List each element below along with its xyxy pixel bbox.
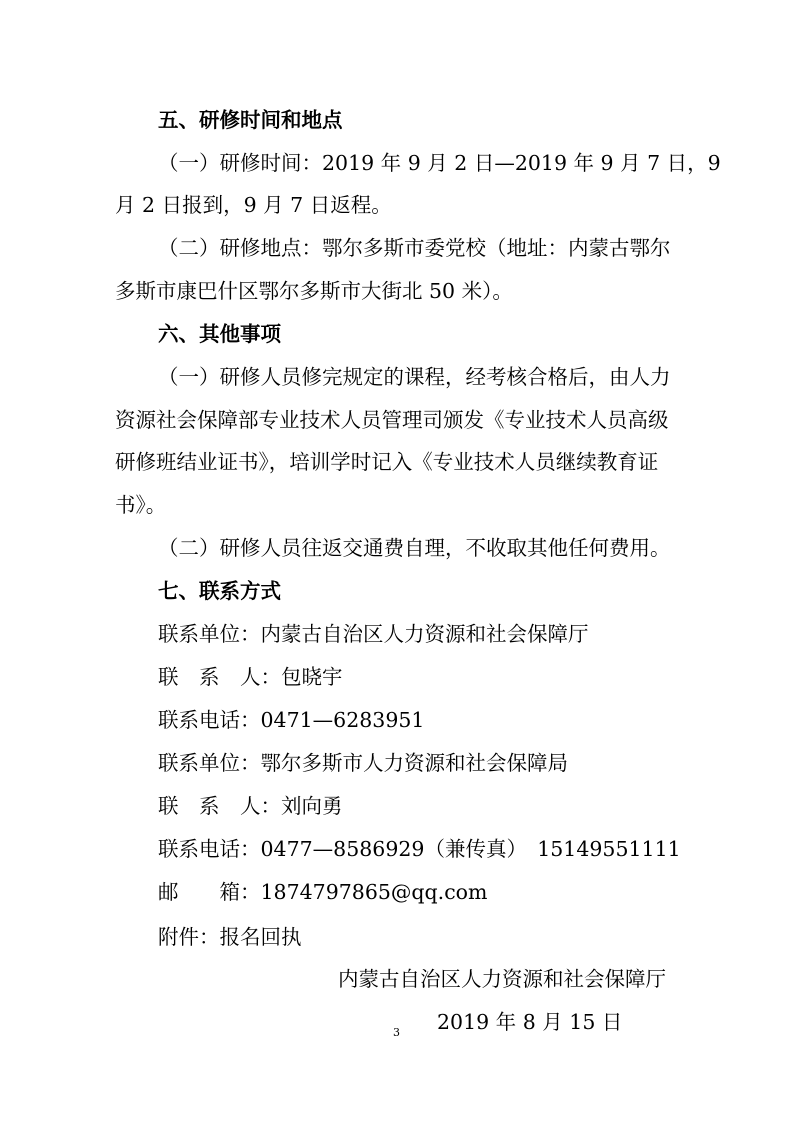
- signature-date: 2019 年 8 月 15 日: [437, 1010, 623, 1034]
- section-6-heading: 六、其他事项: [158, 322, 281, 346]
- attachment-note: 附件：报名回执: [158, 925, 302, 949]
- contact-line: 联系单位：内蒙古自治区人力资源和社会保障厅: [158, 622, 589, 646]
- other-matters-item-2: （二）研修人员往返交通费自理，不收取其他任何费用。: [158, 536, 671, 560]
- page-number: 3: [393, 1026, 400, 1039]
- other-matters-item-1-line-2: 资源社会保障部专业技术人员管理司颁发《专业技术人员高级: [115, 408, 669, 432]
- other-matters-item-1-line-1: （一）研修人员修完规定的课程，经考核合格后，由人力: [158, 365, 671, 389]
- other-matters-item-1-line-4: 书》。: [115, 493, 167, 517]
- study-time-line-2: 月 2 日报到，9 月 7 日返程。: [115, 193, 392, 217]
- study-place-line-1: （二）研修地点：鄂尔多斯市委党校（地址：内蒙古鄂尔: [158, 236, 671, 260]
- contact-line: 联 系 人：包晓宇: [158, 665, 343, 689]
- contact-line: 联系电话：0477—8586929（兼传真） 15149551111: [158, 837, 681, 861]
- section-5-heading: 五、研修时间和地点: [158, 108, 343, 132]
- study-time-line-1: （一）研修时间：2019 年 9 月 2 日—2019 年 9 月 7 日，9: [158, 151, 721, 175]
- contact-email-line: 邮 箱：1874797865@qq.com: [158, 880, 488, 904]
- other-matters-item-1-line-3: 研修班结业证书》，培训学时记入《专业技术人员继续教育证: [115, 450, 659, 474]
- contact-line: 联系单位：鄂尔多斯市人力资源和社会保障局: [158, 751, 568, 775]
- contact-line: 联 系 人：刘向勇: [158, 794, 343, 818]
- contact-line: 联系电话：0471—6283951: [158, 708, 425, 732]
- study-place-line-2: 多斯市康巴什区鄂尔多斯市大街北 50 米）。: [115, 279, 513, 303]
- signature-organization: 内蒙古自治区人力资源和社会保障厅: [338, 967, 666, 991]
- section-7-heading: 七、联系方式: [158, 579, 281, 603]
